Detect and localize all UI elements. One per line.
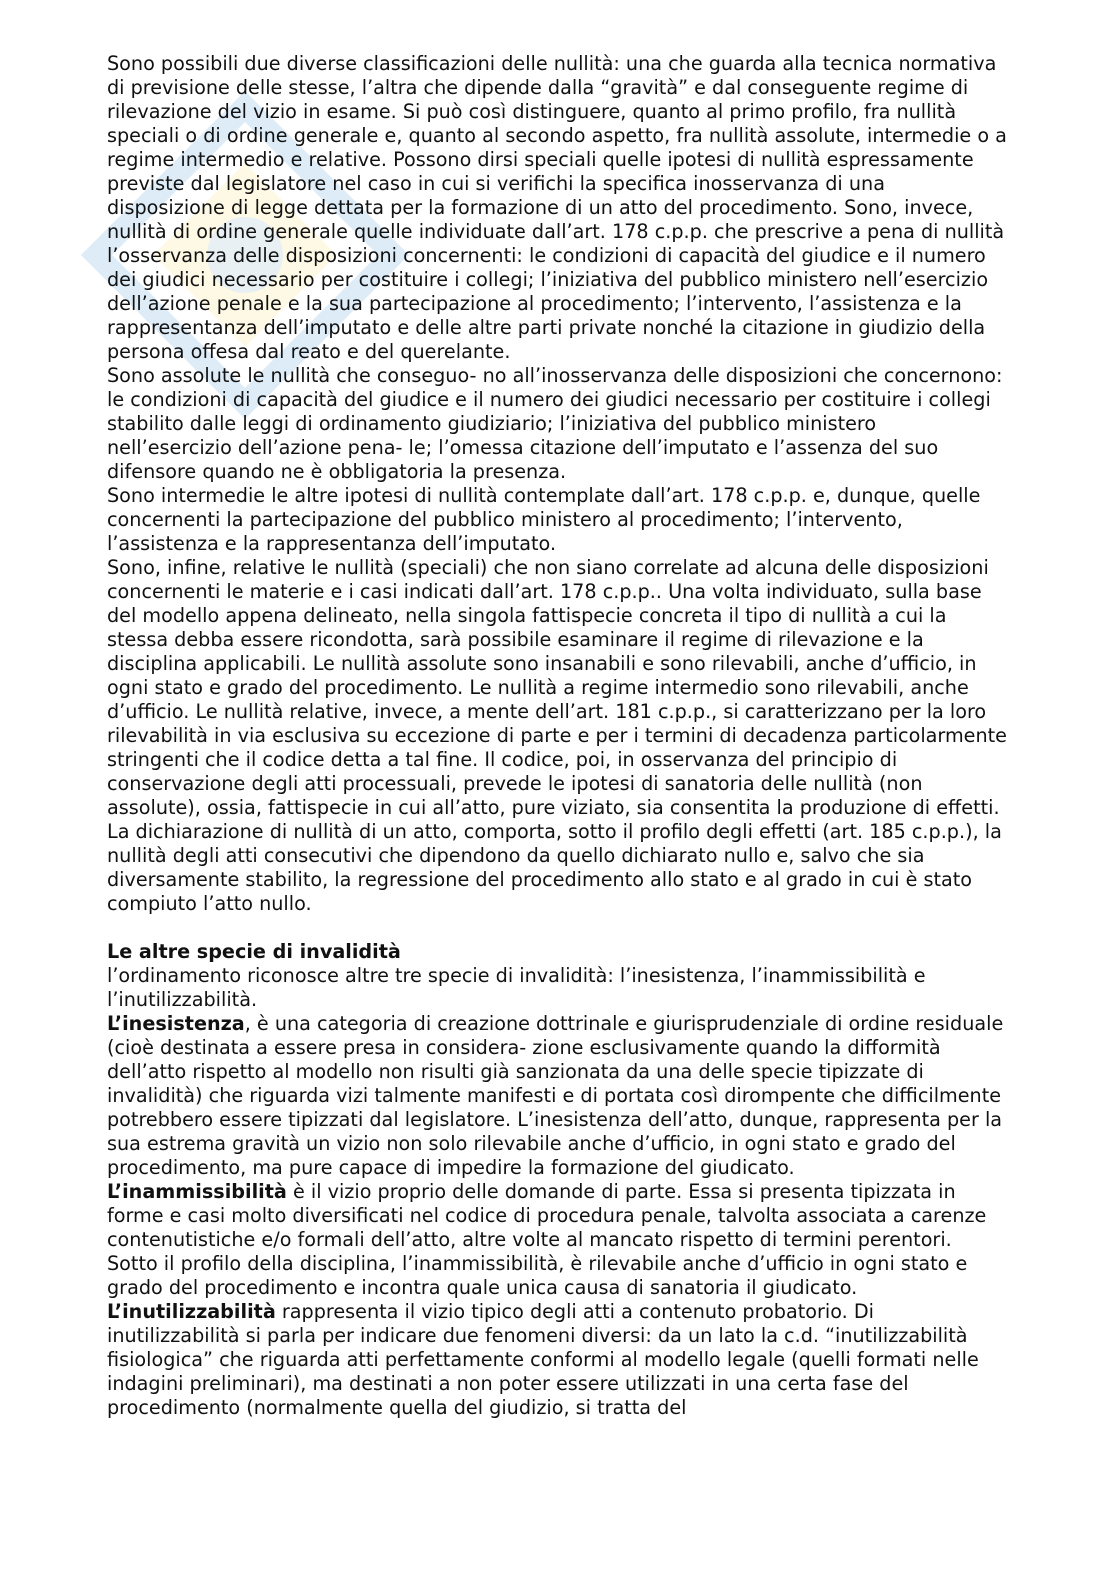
document-text [107,52,1007,1420]
term-inesistenza: L’inesistenza [107,1012,245,1035]
section-heading: Le altre specie di invalidità [107,940,401,963]
text-inutilizzabilita: rappresenta il vizio tipico degli atti a contenuto probatorio. Di inutilizzabilità si parla per indicare due fenomeni diversi: da un lato la c.d. “inutilizzabilità fisiologica” che riguarda atti perfettamente conformi al modello legale (quelli formati nelle indagini preliminari), ma destinati a non poter essere utilizzati in una certa fase del procedimento (normalmente quella del giudizio, si tratta del [107,1300,979,1419]
paragraph-inammissibilita [107,1180,1007,1300]
paragraph-nullita-classification: Sono possibili due diverse classificazioni delle nullità: una che guarda alla tecnica normativa di previsione delle stesse, l’altra che dipende dalla “gravità” e dal conseguente regime di rilevazione del vizio in esame. Si può così distinguere, quanto al primo profilo, fra nullità speciali o di ordine generale e, quanto al secondo aspetto, fra nullità assolute, intermedie o a regime intermedio e relative. Possono dirsi speciali quelle ipotesi di nullità espressamente previste dal legislatore nel caso in cui si verifichi la specifica inosservanza di una disposizione di legge dettata per la formazione di un atto del procedimento. Sono, invece, nullità di ordine generale quelle individuate dall’art. 178 c.p.p. che prescrive a pena di nullità l’osservanza delle disposizioni concernenti: le condizioni di capacità del giudice e il numero dei giudici necessario per costituire i collegi; l’iniziativa del pubblico ministero nell’esercizio dell’azione penale e la sua partecipazione al procedimento; l’intervento, l’assistenza e la rappresentanza dell’imputato e delle altre parti private nonché la citazione in giudizio della persona offesa dal reato e del querelante. [107,52,1007,363]
term-inutilizzabilita: L’inutilizzabilità [107,1300,276,1323]
text-inammissibilita: è il vizio proprio delle domande di parte. Essa si presenta tipizzata in forme e casi molto diversificati nel codice di procedura penale, talvolta associata a carenze contenutistiche e/o formali dell’atto, altre volte al mancato rispetto di termini perentori. Sotto il profilo della disciplina, l’inammissibilità, è rilevabile anche d’ufficio in ogni stato e grado del procedimento e incontra quale unica causa di sanatoria il giudicato. [107,1180,987,1299]
paragraph-nullita-relative: Sono, infine, relative le nullità (speciali) che non siano correlate ad alcuna delle disposizioni concernenti le materie e i casi indicati dall’art. 178 c.p.p.. Una volta individuato, sulla base del modello appena delineato, nella singola fattispecie concreta il tipo di nullità a cui la stessa debba essere ricondotta, sarà possibile esaminare il regime di rilevazione e la disciplina applicabili. Le nullità assolute sono insanabili e sono rilevabili, anche d’ufficio, in ogni stato e grado del procedimento. Le nullità a regime intermedio sono rilevabili, anche d’ufficio. Le nullità relative, invece, a mente dell’art. 181 c.p.p., si caratterizzano per la loro rilevabilità in via esclusiva su eccezione di parte e per i termini di decadenza particolarmente stringenti che il codice detta a tal fine. Il codice, poi, in osservanza del principio di conservazione degli atti processuali, prevede le ipotesi di sanatoria delle nullità (non assolute), ossia, fattispecie in cui all’atto, pure viziato, sia consentita la produzione di effetti. La dichiarazione di nullità di un atto, comporta, sotto il profilo degli effetti (art. 185 c.p.p.), la nullità degli atti consecutivi che dipendono da quello dichiarato nullo e, salvo che sia diversamente stabilito, la regressione del procedimento allo stato e al grado in cui è stato compiuto l’atto nullo. [107,556,1007,915]
section-spacer [107,916,1007,940]
paragraph-nullita-intermedie: Sono intermedie le altre ipotesi di nullità contemplate dall’art. 178 c.p.p. e, dunque, quelle concernenti la partecipazione del pubblico ministero al procedimento; l’intervento, l’assistenza e la rappresentanza dell’imputato. [107,484,981,555]
paragraph-inutilizzabilita [107,1300,1007,1420]
term-inammissibilita: L’inammissibilità [107,1180,287,1203]
text-inesistenza: , è una categoria di creazione dottrinale e giurisprudenziale di ordine residuale (cioè destinata a essere presa in considera- zione esclusivamente quando la difformità dell’atto rispetto al modello non risulti già sanzionata da una delle specie tipizzate di invalidità) che riguarda vizi talmente manifesti e di portata così dirompente che difficilmente potrebbero essere tipizzati dal legislatore. L’inesistenza dell’atto, dunque, rappresenta per la sua estrema gravità un vizio non solo rilevabile anche d’ufficio, in ogni stato e grado del procedimento, ma pure capace di impedire la formazione del giudicato. [107,1012,1004,1179]
paragraph-nullita-assolute: Sono assolute le nullità che conseguo- no all’inosservanza delle disposizioni che concernono: le condizioni di capacità del giudice e il numero dei giudici necessario per costituire i collegi stabilito dalle leggi di ordinamento giudiziario; l’iniziativa del pubblico ministero nell’esercizio dell’azione pena- le; l’omessa citazione dell’imputato e l’assenza del suo difensore quando ne è obbligatoria la presenza. [107,364,1003,483]
section-intro: l’ordinamento riconosce altre tre specie di invalidità: l’inesistenza, l’inammissibilità e l’inutilizzabilità. [107,964,926,1011]
paragraph-inesistenza [107,1012,1007,1180]
